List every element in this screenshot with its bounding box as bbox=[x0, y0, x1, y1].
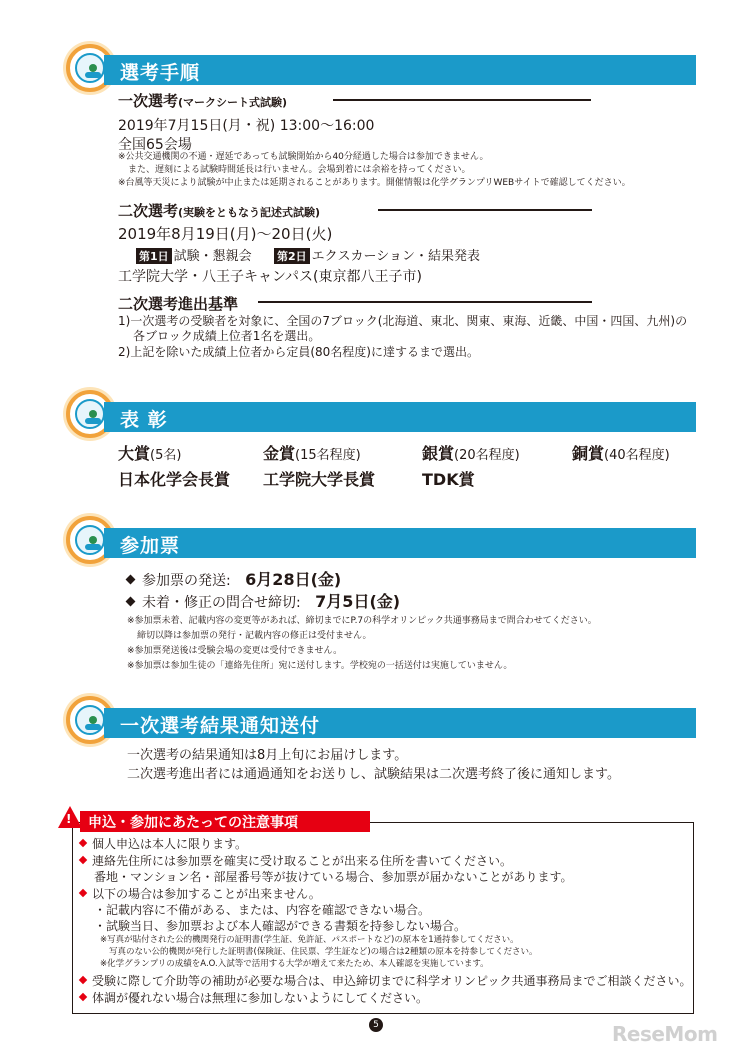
bullet-icon bbox=[79, 889, 87, 897]
caution-subitem: ・試験当日、参加票および本人確認ができる書類を持参しない場合。 bbox=[94, 919, 467, 933]
section-title: 選考手順 bbox=[120, 62, 201, 84]
caution-item-continued: 番地・マンション名・部屋番号等が抜けている場合、参加票が届かないことがあります。 bbox=[94, 870, 573, 884]
second-selection-venue: 工学院大学・八王子キャンパス(東京都八王子市) bbox=[118, 269, 422, 285]
caution-title-tab bbox=[80, 811, 370, 832]
result-notice-line: 一次選考の結果通知は8月上旬にお届けします。 bbox=[127, 748, 408, 763]
criteria-line: 2)上記を除いた成績上位者から定員(80名程度)に達するまで選出。 bbox=[118, 345, 479, 359]
first-selection-date: 2019年7月15日(月・祝) 13:00～16:00 bbox=[118, 118, 375, 134]
warning-icon-mark: ! bbox=[66, 812, 72, 826]
bullet-icon bbox=[126, 597, 136, 607]
first-selection-heading: 一次選考(マークシート式試験) bbox=[118, 92, 288, 110]
ticket-inquiry-row: 未着・修正の問合せ締切: 7月5日(金) bbox=[127, 589, 400, 612]
section-title: 参加票 bbox=[120, 535, 181, 557]
section-header-selection bbox=[104, 55, 696, 85]
note-line: ※公共交通機関の不通・遅延であっても試験開始から40分経過した場合は参加できません。 bbox=[118, 152, 489, 162]
ticket-inquiry-date: 7月5日(金) bbox=[315, 592, 401, 611]
result-notice-line: 二次選考進出者には通過通知をお送りし、試験結果は二次選考終了後に通知します。 bbox=[127, 767, 620, 782]
award-silver: 銀賞(20名程度) bbox=[422, 444, 520, 463]
award-grand: 大賞(5名) bbox=[118, 444, 182, 463]
bullet-icon bbox=[79, 976, 87, 984]
special-award: 工学院大学長賞 bbox=[263, 470, 376, 489]
note-line: ※参加票発送後は受験会場の変更は受付できません。 bbox=[127, 646, 343, 656]
award-bronze: 銅賞(40名程度) bbox=[572, 444, 670, 463]
caution-note: 写真のない公的機関が発行した証明書(保険証、住民票、学生証など)の場合は2種類の原本を持参してください。 bbox=[109, 947, 538, 957]
caution-item: 受験に際して介助等の補助が必要な場合は、申込締切までに科学オリンピック共通事務局までご相談ください。 bbox=[80, 972, 692, 989]
first-selection-venue: 全国65会場 bbox=[118, 137, 192, 153]
caution-item: 以下の場合は参加することが出来ません。 bbox=[80, 885, 321, 902]
special-award: 日本化学会長賞 bbox=[118, 470, 231, 489]
criteria-line: 1)一次選考の受験者を対象に、全国の7ブロック(北海道、東北、関東、東海、近畿、中国・四国、九州)の bbox=[118, 314, 688, 328]
note-line: ※参加票未着、記載内容の変更等があれば、締切までにP.7の科学オリンピック共通事務局まで問合わせてください。 bbox=[127, 616, 597, 626]
caution-item: 個人申込は本人に限ります。 bbox=[80, 835, 247, 852]
bullet-icon bbox=[79, 993, 87, 1001]
note-line: また、遅刻による試験時間延長は行いません。会場到着には余裕を持ってください。 bbox=[128, 165, 471, 175]
second-selection-heading: 二次選考(実験をともなう記述式試験) bbox=[118, 202, 321, 220]
special-award: TDK賞 bbox=[422, 470, 475, 489]
divider bbox=[258, 301, 592, 303]
section-header-awards bbox=[104, 402, 696, 432]
caution-item: 体調が優れない場合は無理に参加しないようにしてください。 bbox=[80, 989, 428, 1006]
bullet-icon bbox=[126, 575, 136, 585]
note-line: ※参加票は参加生徒の「連絡先住所」宛に送付します。学校宛の一括送付は実施していません。 bbox=[127, 661, 513, 671]
ticket-send-date: 6月28日(金) bbox=[245, 570, 342, 589]
section-title: 表 彰 bbox=[120, 409, 168, 431]
day1-badge: 第1日 bbox=[136, 248, 172, 264]
caution-note: ※写真が貼付された公的機関発行の証明書(学生証、免許証、パスポートなど)の原本を1通持参してください。 bbox=[100, 935, 519, 945]
caution-note: ※化学グランプリの成績をA.O.入試等で活用する大学が増えて来たため、本人確認を実施しています。 bbox=[100, 959, 489, 969]
second-selection-date: 2019年8月19日(月)～20日(火) bbox=[118, 225, 333, 243]
watermark-logo: ReseMom bbox=[612, 1022, 718, 1046]
section-header-result-notice bbox=[104, 708, 696, 738]
bullet-icon bbox=[79, 839, 87, 847]
caution-title: 申込・参加にあたっての注意事項 bbox=[88, 815, 298, 831]
day2-badge: 第2日 bbox=[274, 248, 310, 264]
caution-subitem: ・記載内容に不備がある、または、内容を確認できない場合。 bbox=[94, 903, 431, 917]
criteria-line: 各ブロック成績上位者1名を選出。 bbox=[133, 329, 321, 343]
section-title: 一次選考結果通知送付 bbox=[120, 715, 321, 737]
divider bbox=[333, 99, 591, 101]
page-number: 5 bbox=[369, 1018, 383, 1032]
criteria-heading: 二次選考進出基準 bbox=[118, 295, 239, 313]
section-header-ticket bbox=[104, 528, 696, 558]
bullet-icon bbox=[79, 856, 87, 864]
award-gold: 金賞(15名程度) bbox=[263, 444, 361, 463]
ticket-send-row: 参加票の発送: 6月28日(金) bbox=[127, 567, 341, 590]
note-line: 締切以降は参加票の発行・記載内容の修正は受付ません。 bbox=[137, 631, 372, 641]
divider bbox=[378, 209, 592, 211]
note-line: ※台風等天災により試験が中止または延期されることがあります。開催情報は化学グランプリWEBサイトで確認してください。 bbox=[118, 178, 631, 188]
caution-item: 連絡先住所には参加票を確実に受け取ることが出来る住所を書いてください。 bbox=[80, 852, 512, 869]
second-selection-schedule: 第1日 試験・懇親会 第2日 エクスカーション・結果発表 bbox=[136, 245, 480, 264]
